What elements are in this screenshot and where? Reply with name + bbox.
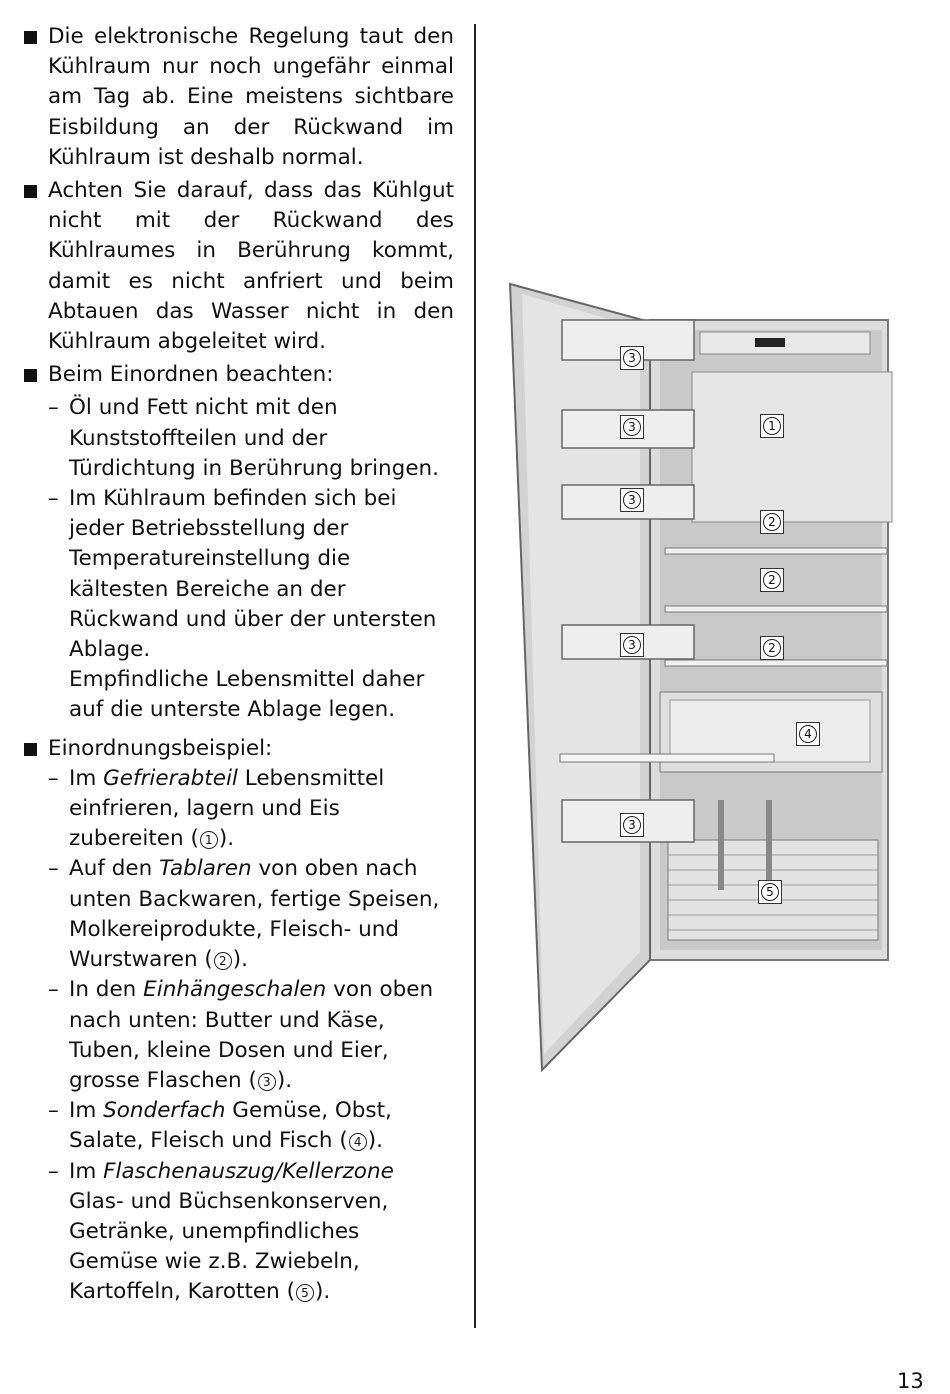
example-item-cellar-zone: – Im Flaschenauszug/Kellerzone Glas- und Büchsenkonserven, Getränke, unempfindliches Gemüse wie z.B. Zwiebeln, Kartoffeln, Karotten ( 5 ).: [48, 1158, 394, 1305]
example-item-freezer: – Im Gefrierabteil Lebensmittel einfrieren, lagern und Eis zubereiten ( 1 ).: [48, 765, 385, 852]
care-item-coldest-zone: – Im Kühlraum befinden sich bei jeder Betriebsstellung der Temperatureinstellung die kältesten Bereiche an der Rückwand und über der untersten Ablage. Empfindliche Lebensmittel daher auf die unterste Ablage legen.: [48, 486, 437, 723]
bullet-square-icon: [24, 31, 37, 44]
bullet-square-icon: [24, 185, 37, 198]
example-term: Einhängeschalen: [143, 977, 327, 1003]
circled-number-icon: 3: [258, 1073, 276, 1091]
example-term: Tablaren: [159, 856, 252, 882]
photo-label-door-bin-5: 3: [620, 813, 644, 837]
fridge-illustration: [500, 280, 920, 1080]
example-term: Sonderfach: [103, 1098, 226, 1124]
photo-label-shelf-1: 2: [760, 510, 784, 534]
photo-label-freezer: 1: [760, 414, 784, 438]
text-column: [22, 22, 454, 1308]
example-item-special-compartment: – Im Sonderfach Gemüse, Obst, Salate, Fleisch und Fisch ( 4 ).: [48, 1098, 392, 1154]
bullet-rear-wall: [22, 176, 454, 357]
bullet-defrost: [22, 22, 454, 173]
care-item-oil: – Öl und Fett nicht mit den Kunststoffteilen und der Türdichtung in Berührung bringen.: [48, 395, 440, 481]
example-item-shelves: – Auf den Tablaren von oben nach unten Backwaren, fertige Speisen, Molkereiprodukte, Fleisch- und Wurstwaren ( 2 ).: [48, 856, 440, 973]
photo-label-door-bin-2: 3: [620, 415, 644, 439]
photo-label-shelf-2: 2: [760, 568, 784, 592]
photo-label-shelf-3: 2: [760, 636, 784, 660]
photo-label-door-bin-4: 3: [620, 633, 644, 657]
bullet-arrange-notes: [22, 360, 454, 390]
circled-number-icon: 5: [296, 1284, 314, 1302]
column-divider: [474, 24, 476, 1328]
example-term: Gefrierabteil: [103, 765, 238, 791]
photo-label-door-bin-3: 3: [620, 488, 644, 512]
photo-label-basket: 5: [758, 880, 782, 904]
bullet-square-icon: [24, 369, 37, 382]
example-term: Flaschenauszug/Kellerzone: [103, 1158, 394, 1184]
circled-number-icon: 2: [214, 952, 232, 970]
bullet-text: Beim Einordnen beachten:: [48, 362, 334, 388]
photo-label-door-bin-1: 3: [620, 346, 644, 370]
bullet-square-icon: [24, 743, 37, 756]
page-number: 13: [897, 1369, 924, 1393]
example-item-door-bins: – In den Einhängeschalen von oben nach unten: Butter und Käse, Tuben, kleine Dosen und Eier, grosse Flaschen ( 3 ).: [48, 977, 434, 1093]
bullet-text: Achten Sie darauf, dass das Kühlgut nicht mit der Rückwand des Kühlraumes in Berührung kommt, damit es nicht anfriert und beim Abtauen das Wasser nicht in den Kühlraum abgeleitet wird.: [48, 178, 454, 355]
bullet-example-heading: Einordnungsbeispiel:: [22, 734, 454, 764]
bullet-text: Die elektronische Regelung taut den Kühlraum nur noch ungefähr einmal am Tag ab. Eine meistens sichtbare Eisbildung an der Rückwand im Kühlraum ist deshalb normal.: [48, 24, 454, 170]
circled-number-icon: 4: [349, 1133, 367, 1151]
circled-number-icon: 1: [200, 831, 218, 849]
photo-label-crisper: 4: [796, 722, 820, 746]
fridge-photo: [500, 280, 920, 1084]
